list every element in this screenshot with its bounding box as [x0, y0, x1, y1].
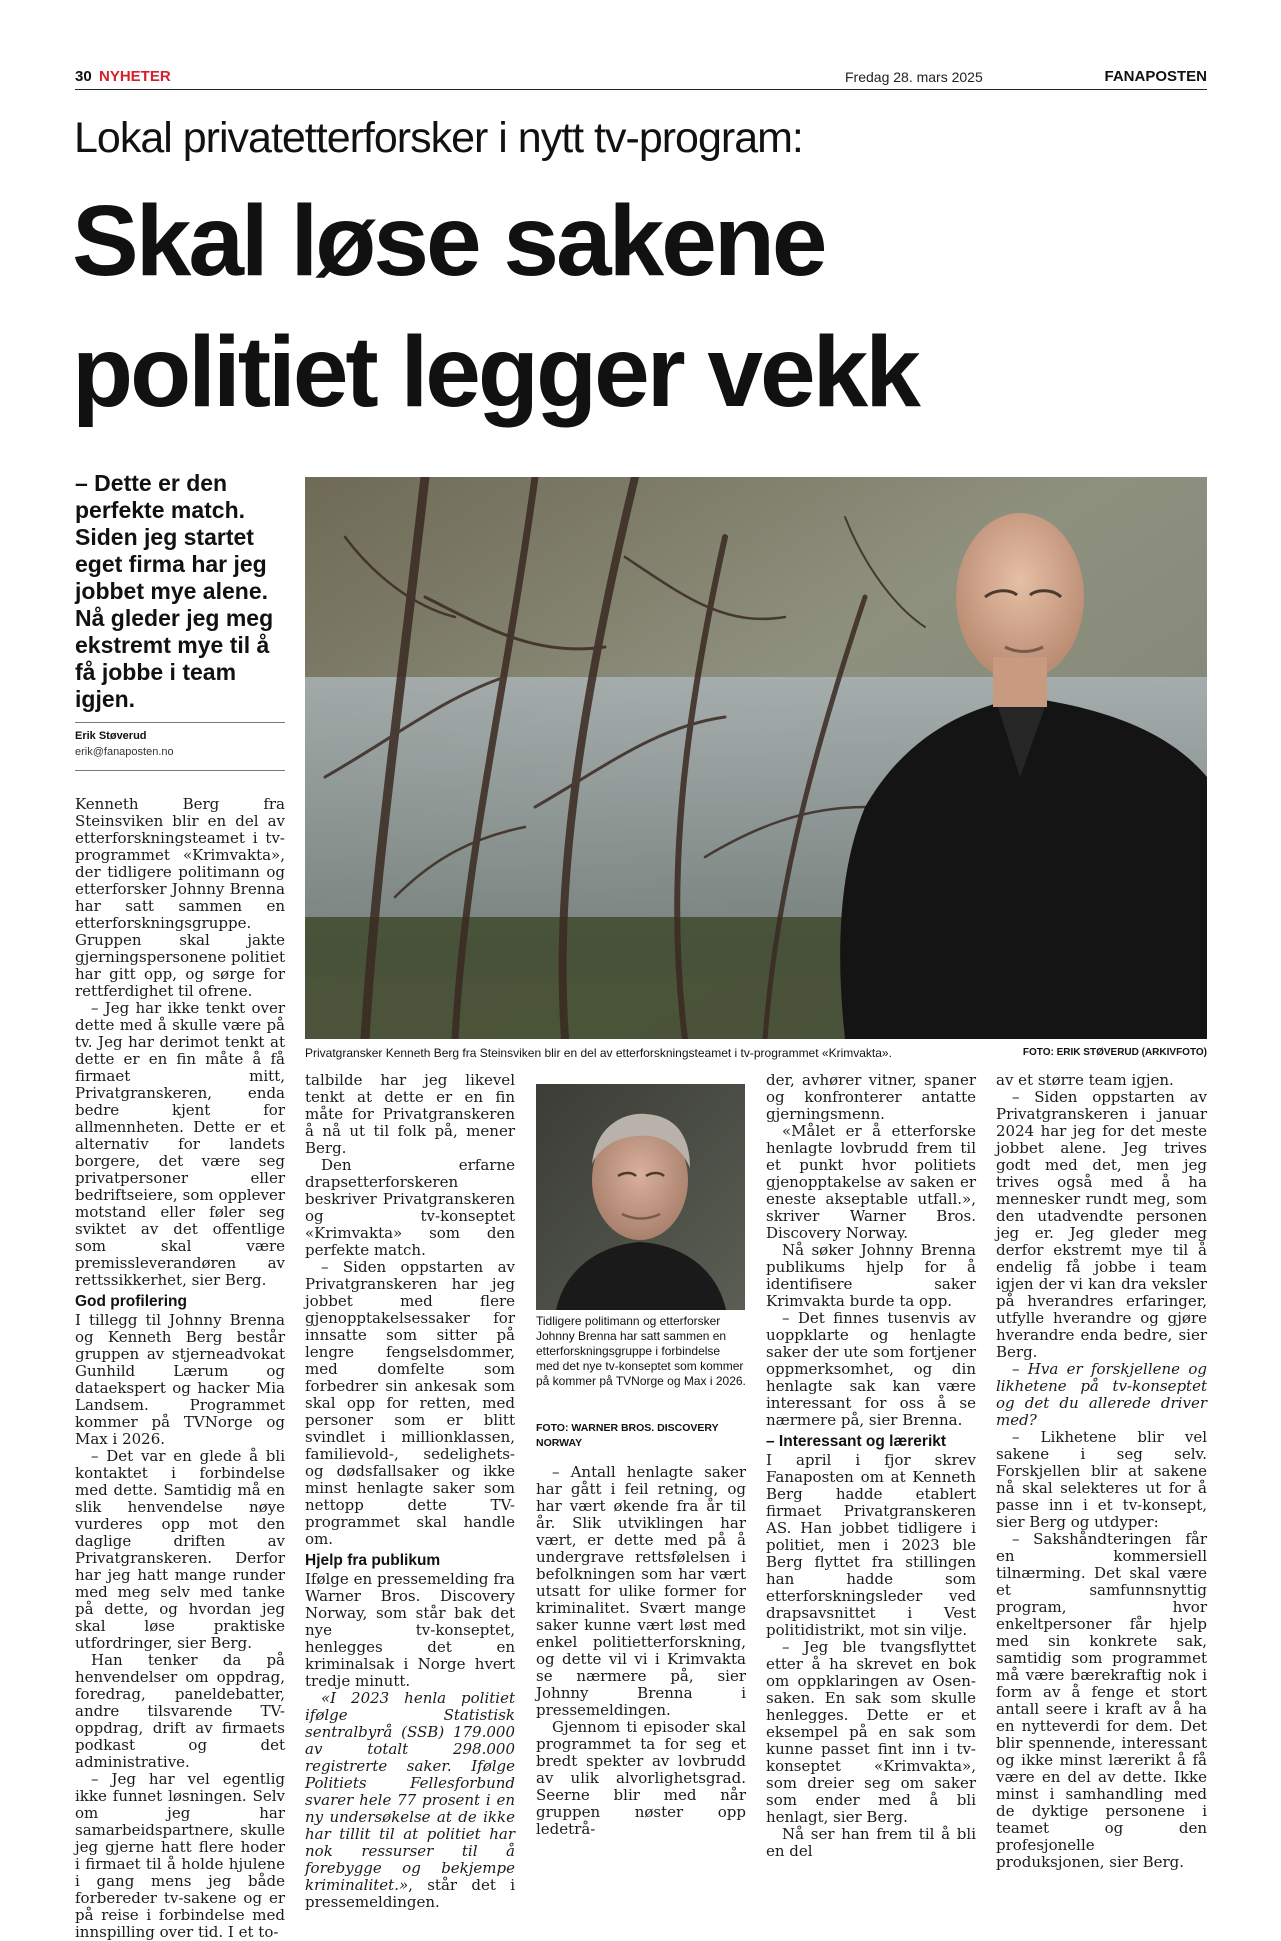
paragraph: Ifølge en pressemelding fra Warner Bros. Discovery Norway, som står bak det nye tv-konseptet, henlegges det en kriminalsak i Norge hvert tredje minutt.: [305, 1570, 515, 1690]
paragraph: – Det finnes tusenvis av uoppklarte og henlagte saker der ute som fortjener oppmerksomhet, og din henlagte sak kan være interessant for oss å se nærmere på, sier Brenna.: [766, 1309, 976, 1429]
subheading: God profilering: [75, 1293, 187, 1310]
paragraph: – Siden oppstarten av Privatgranskeren i januar 2024 har jeg for det meste jobbet alene. Jeg trives godt med det, men jeg trives også med å ha mennesker rundt meg, som den utadvendte personen jeg er. Jeg gleder meg derfor ekstremt mye til å endelig få jobbe i team igjen der vi kan dra veksler på hverandres erfaringer, utfylle hverandre og gjøre hverandre enda bedre, sier Berg.: [996, 1088, 1207, 1361]
paragraph: I tillegg til Johnny Brenna og Kenneth Berg består gruppen av stjerneadvokat Gunhild Lærum og dataekspert og hacker Mia Landsem. Programmet kommer på TVNorge og Max i 2026.: [75, 1311, 285, 1448]
paragraph: – Det var en glede å bli kontaktet i forbindelse med dette. Samtidig må en slik henvendelse nøye vurderes opp mot den daglige driften av Privatgranskeren. Derfor har jeg hatt mange runder med meg selv med tanke på dette, og hvordan jeg skal løse praktiske utfordringer, sier Berg.: [75, 1447, 285, 1652]
paragraph: I april i fjor skrev Fanaposten om at Kenneth Berg hadde etablert firmaet Privatgranskeren AS. Han jobbet tidligere i politiet, men i 2023 ble Berg flyttet fra stillingen han hadde som etterforskningsleder ved drapsavsnittet i Vest politidistrikt, mot sin vilje.: [766, 1451, 976, 1639]
paragraph: [305, 1690, 515, 1911]
paragraph: – Siden oppstarten av Privatgranskeren har jeg jobbet med flere gjenopptakelsessaker for innsatte som sitter på lengre fengselsdommer, med domfelte som forbedrer sin ankesak som skal opp for retten, med personer som er blitt svindlet i millionklassen, familievold-, sedelighets- og dødsfallsaker og ikke minst henlagte saker som nettopp dette TV-programmet skal handle om.: [305, 1258, 515, 1548]
column-2: [305, 1072, 515, 1911]
page-number: 30: [75, 68, 92, 85]
quote-italic: «I 2023 henla politiet ifølge Statistisk sentralbyrå (SSB) 179.000 av totalt 298.000 registrerte saker. Ifølge Politiets Fellesforbund svarer hele 77 prosent i en ny undersøkelse at de ikke har tillit til at politiet har nok ressurser til å forebygge og bekjempe kriminalitet.»: [305, 1689, 515, 1894]
paragraph: der, avhører vitner, spaner og konfronterer antatte gjerningsmenn.: [766, 1071, 976, 1123]
paragraph: – Likhetene blir vel sakene i seg selv. Forskjellen blir at sakene nå skal selekteres ut for å passe inn i et tv-konsept, sier Berg og utdyper:: [996, 1428, 1207, 1531]
paragraph: Han tenker da på henvendelser om oppdrag, foredrag, paneldebatter, andre tilsvarende TV-oppdrag, drift av firmaets podkast og det administrative.: [75, 1651, 285, 1771]
column-4: [766, 1072, 976, 1860]
secondary-photo-caption: Tidligere politimann og etterforsker Johnny Brenna har satt sammen en etterforskningsgruppe i forbindelse med det nye tv-konseptet som kommer på kommer på TVNorge og Max i 2026.: [536, 1314, 746, 1388]
paragraph: Kenneth Berg fra Steinsviken blir en del av etterforskningsteamet i tv-programmet «Krimvakta», der tidligere politimann og etterforsker Johnny Brenna har satt sammen en etterforskningsgruppe. Gruppen skal jakte gjerningspersonene politiet har gitt opp, og sørge for rettferdighet til ofrene.: [75, 795, 285, 1000]
paragraph: «Målet er å etterforske henlagte lovbrudd frem til et punkt hvor politiets gjenopptakelse av saken er eneste akseptable utfall.», skriver Warner Bros. Discovery Norway.: [766, 1122, 976, 1242]
paragraph: – Jeg har ikke tenkt over dette med å skulle være på tv. Jeg har derimot tenkt at dette er en fin måte å få firmaet mitt, Privatgranskeren, enda bedre kjent for allmennheten. Dette er et alternativ for landets borgere, det være seg privatpersoner eller bedriftseiere, som opplever motstand eller føler seg sviktet av det offentlige som skal være premissleverandøren av rettssikkerhet, sier Berg.: [75, 999, 285, 1289]
issue-date: Fredag 28. mars 2025: [845, 69, 983, 85]
paragraph: Den erfarne drapsetterforskeren beskriver Privatgranskeren og tv-konseptet «Krimvakta» som den perfekte match.: [305, 1156, 515, 1259]
column-1: [75, 796, 285, 1941]
paragraph: – Jeg ble tvangsflyttet etter å ha skrevet en bok om oppklaringen av Osen-saken. En sak som skulle henlegges. Dette er et eksempel på en sak som kunne passet fint inn i tv-konseptet «Krimvakta», som dreier seg om saker som ender med å bli henlagt, sier Berg.: [766, 1638, 976, 1826]
main-photo-credit: FOTO: ERIK STØVERUD (ARKIVFOTO): [1022, 1047, 1207, 1058]
headline: [72, 176, 1212, 438]
subheading: Hjelp fra publikum: [305, 1552, 441, 1569]
secondary-photo: [536, 1084, 745, 1310]
paragraph: – Jeg har vel egentlig ikke funnet løsningen. Selv om jeg har samarbeidspartnere, skulle jeg gjerne hatt flere hoder i firmaet til å holde hjulene i gang mens jeg både forbereder tv-sakene og er på reise i forbindelse med innspilling over tid. I et to-: [75, 1770, 285, 1941]
header-rule: [75, 89, 1207, 90]
byline-rule-bottom: [75, 770, 285, 771]
interview-question: – Hva er forskjellene og likhetene på tv-konseptet og det du allerede driver med?: [996, 1360, 1207, 1429]
secondary-photo-credit: FOTO: WARNER BROS. DISCOVERY NORWAY: [536, 1422, 719, 1449]
quote-attribution: , står det i pressemeldingen.: [305, 1876, 515, 1911]
column-3: [536, 1464, 746, 1838]
column-5: [996, 1072, 1207, 1871]
headline-line-1: Skal løse sakene: [72, 185, 825, 297]
main-photo-caption: Privatgransker Kenneth Berg fra Steinsviken blir en del av etterforskningsteamet i tv-programmet «Krimvakta».: [305, 1046, 892, 1060]
paragraph: – Sakshåndteringen får en kommersiell tilnærming. Det skal være et samfunnsnyttig program, hvor enkeltpersoner får hjelp med sin konkrete sak, samtidig som programmet må være bærekraftig nok i form av å fenge et stort antall seere i kraft av å ha en nytteverdi for dem. Det blir spennende, interessant og ikke minst lærerikt å få være en del av dette. Ikke minst i samhandling med de dyktige personene i teamet og den profesjonelle produksjonen, sier Berg.: [996, 1530, 1207, 1871]
paragraph: – Antall henlagte saker har gått i feil retning, og har vært økende fra år til år. Slik utviklingen har vært, er dette med på å undergrave rettsfølelsen i befolkningen som har vært utsatt for ulike former for kriminalitet. Svært mange saker kunne vært løst med enkel politietterforskning, og dette vil vi i Krimvakta se nærmere på, sier Johnny Brenna i pressemeldingen.: [536, 1463, 746, 1719]
newspaper-name: FANAPOSTEN: [1104, 68, 1207, 85]
pull-quote: – Dette er den perfekte match. Siden jeg startet eget firma har jeg jobbet mye alene. Nå gleder jeg meg ekstremt mye til å få jobbe i team igjen.: [75, 470, 274, 712]
paragraph: Nå søker Johnny Brenna publikums hjelp for å identifisere saker Krimvakta burde ta opp.: [766, 1241, 976, 1310]
paragraph: Nå ser han frem til å bli en del: [766, 1825, 976, 1860]
headline-line-2: politiet legger vekk: [72, 316, 918, 428]
main-photo: [305, 477, 1207, 1039]
paragraph: talbilde har jeg likevel tenkt at dette er en fin måte for Privatgranskeren å nå ut til folk på, mener Berg.: [305, 1071, 515, 1157]
byline-name: Erik Støverud: [75, 730, 147, 742]
byline-rule-top: [75, 722, 285, 723]
kicker: Lokal privatetterforsker i nytt tv-program:: [74, 114, 803, 162]
section-label: NYHETER: [99, 68, 171, 85]
subheading: – Interessant og lærerikt: [766, 1433, 947, 1450]
paragraph: Gjennom ti episoder skal programmet ta for seg et bredt spekter av lovbrudd av ulik alvorlighetsgrad. Seerne blir med når gruppen nøster opp ledetrå-: [536, 1718, 746, 1838]
page-header: [75, 66, 1207, 90]
byline-email: erik@fanaposten.no: [75, 746, 174, 758]
paragraph: av et større team igjen.: [996, 1071, 1174, 1089]
